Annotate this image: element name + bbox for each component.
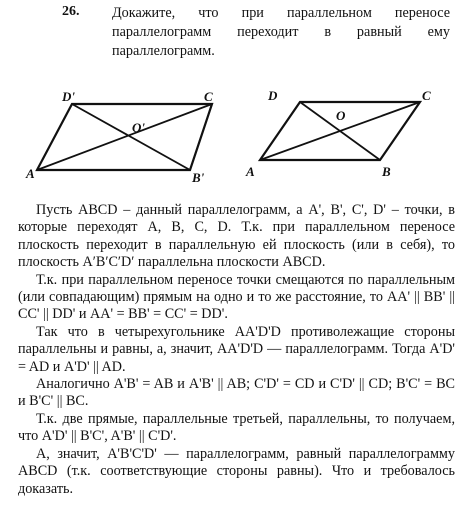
solution-paragraph: Пусть ABCD – данный параллелограмм, а A', B', C', D' – точки, в которые переходят A, B, C, D. Т.к. при параллельном переносе плоскость переходит в параллельную ей плоскость (или в себя), то плоскость A′B′C′D′ параллельна плоскости ABCD. [18,202,455,271]
label-right-d: D [268,88,278,103]
problem-number: 26. [62,4,80,19]
label-left-c: C [204,89,213,104]
parallelogram-left [22,89,222,185]
parallelogram-right [240,88,440,178]
label-right-a: A [246,164,255,179]
solution-paragraph: Так что в четырехугольнике AA'D'D противолежащие стороны параллельны и равны, а, значит, AA'D'D — параллелограмм. Тогда A'D' = AD и A'D' || AD. [18,323,455,375]
label-left-d: D' [62,89,75,104]
problem-text: Докажите, что при параллельном переносе параллелограмм переходит в равный ему параллелограмм. [112,5,450,59]
solution-paragraph: Т.к. две прямые, параллельные третьей, параллельны, то получаем, что A'D' || B'C', A'B' || C'D'. [18,410,455,445]
solution-paragraph: А, значит, A'B'C'D' — параллелограмм, равный параллелограмму ABCD (т.к. соответствующие стороны равны). Что и требовалось доказать. [18,445,455,497]
figure-left [22,90,222,185]
label-left-a: A [26,166,35,181]
diagonal-left-bd [72,104,190,170]
label-right-o: O [336,108,346,123]
label-right-b: B [382,164,391,179]
diagonal-left-ac [37,104,212,170]
label-left-o: O' [132,120,145,135]
figure-right [240,88,440,183]
label-left-b: B' [192,170,205,185]
solution-text [18,202,455,498]
solution-paragraph: Аналогично A'B' = AB и A'B' || AB; C'D' = CD и C'D' || CD; B'C' = BC и B'C' || BC. [18,376,455,410]
solution-paragraph: Т.к. при параллельном переносе точки смещаются по параллельным (или совпадающим) прямым на одно и то же расстояние, то AA' || BB' || CC' || DD' и AA' = BB' = CC' = DD'. [18,271,455,323]
label-right-c: C [422,88,431,103]
